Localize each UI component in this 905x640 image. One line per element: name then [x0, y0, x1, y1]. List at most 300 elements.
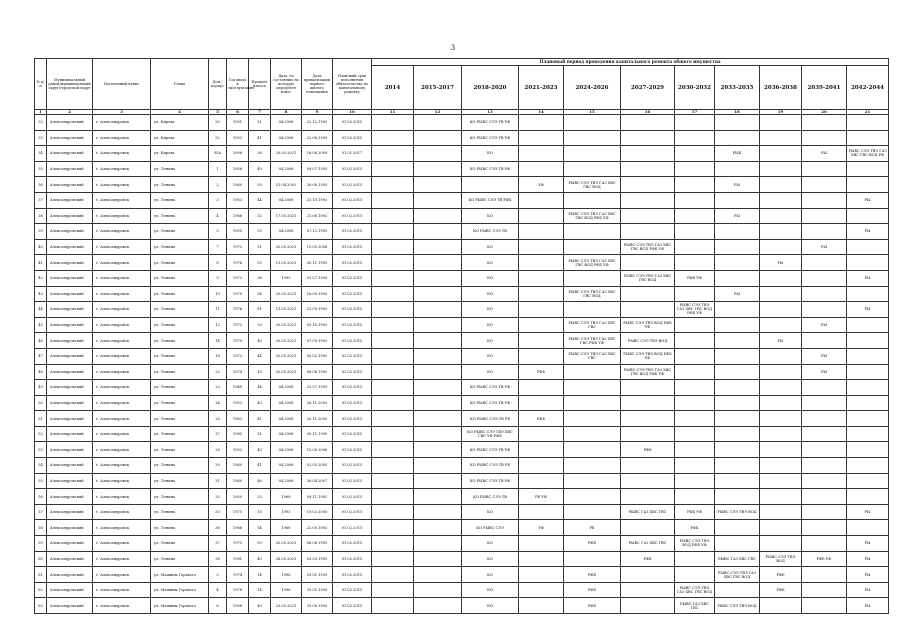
cell-year-built: 1955	[227, 224, 249, 240]
cell-date-privatization: 29.01.1993	[302, 582, 333, 598]
cell-street: ул. Ленина	[151, 348, 209, 364]
column-number: 2	[47, 110, 93, 115]
cell-settlement: г. Александровск	[93, 286, 151, 302]
cell-no: 37	[35, 192, 47, 208]
cell-work-period: РЫВС СЭЭ ТВЭ ВОД	[760, 551, 802, 567]
cell-work-period	[414, 364, 462, 380]
header-year: 2018-2020	[462, 66, 519, 110]
cell-work-period	[372, 442, 414, 458]
header-no: № п/п	[35, 59, 47, 110]
cell-year-built: 1970	[227, 333, 249, 349]
table-row	[35, 255, 889, 271]
cell-work-period	[372, 192, 414, 208]
cell-work-period	[760, 348, 802, 364]
cell-no: 35	[35, 161, 47, 177]
cell-work-period: РЫ	[847, 582, 889, 598]
cell-district: Александровский	[47, 161, 93, 177]
cell-work-period: РЫВС СЭЭ ТВЭ ГАЗ ХВС ГВС ВОД РФ	[847, 146, 889, 162]
cell-house: 2	[209, 567, 227, 583]
cell-work-period: РЫ	[802, 317, 847, 333]
cell-work-period	[372, 380, 414, 396]
cell-work-period	[519, 115, 564, 131]
cell-date-privatization: 15.06.2006	[302, 442, 333, 458]
cell-work-period: РЫ	[802, 364, 847, 380]
cell-date-plan: 01.02.2015	[333, 161, 372, 177]
cell-wear: 14	[249, 567, 271, 583]
cell-work-period	[847, 442, 889, 458]
cell-work-period	[414, 255, 462, 271]
cell-work-period: РЫВС СЭЭ ТВЭ ВОД	[715, 598, 760, 614]
cell-house: 5	[209, 224, 227, 240]
cell-work-period: РЫВС СЭЭ ТВЭ ГАЗ ХВС ГВС ВОД РФБ УФ	[564, 208, 621, 224]
cell-wear: 15	[249, 364, 271, 380]
cell-work-period	[372, 333, 414, 349]
cell-work-period	[621, 520, 675, 536]
cell-work-period	[414, 411, 462, 427]
cell-settlement: г. Александровск	[93, 364, 151, 380]
cell-wear: 51	[249, 115, 271, 131]
cell-no: 56	[35, 489, 47, 505]
cell-work-period: РЫВС СЭЭ ТВЭ ВОД РФБ УФ	[621, 317, 675, 333]
cell-work-period	[760, 224, 802, 240]
cell-work-period	[675, 146, 715, 162]
cell-year-built: 1949	[227, 380, 249, 396]
cell-date-privatization: 19.02.2005	[302, 504, 333, 520]
cell-street: ул. Ленина	[151, 520, 209, 536]
cell-house: 9	[209, 270, 227, 286]
cell-work-period: РФБ	[760, 582, 802, 598]
header-date-plan: Плановый срок исполнения обязательства по капитальному ремонту	[333, 59, 372, 110]
cell-work-period	[675, 442, 715, 458]
cell-work-period	[372, 348, 414, 364]
cell-settlement: г. Александровск	[93, 192, 151, 208]
cell-work-period	[519, 395, 564, 411]
cell-work-period	[372, 270, 414, 286]
cell-street: ул. Ленина	[151, 161, 209, 177]
cell-district: Александровский	[47, 348, 93, 364]
cell-house: 37	[209, 536, 227, 552]
column-number: 15	[564, 110, 621, 115]
cell-work-period	[621, 411, 675, 427]
table-row	[35, 426, 889, 442]
cell-work-period	[372, 520, 414, 536]
cell-year-built: 1975	[227, 504, 249, 520]
cell-house: 55А	[209, 146, 227, 162]
cell-work-period	[760, 115, 802, 131]
table-row	[35, 567, 889, 583]
cell-no: 42	[35, 270, 47, 286]
cell-work-period	[414, 161, 462, 177]
cell-work-period	[519, 161, 564, 177]
cell-work-period	[414, 208, 462, 224]
cell-work-period	[372, 582, 414, 598]
cell-street: ул. Ленина	[151, 473, 209, 489]
cell-work-period: РЫ	[715, 286, 760, 302]
cell-work-period: РЫВС ГАЗ ХВС ГВС	[675, 598, 715, 614]
cell-work-period	[414, 192, 462, 208]
cell-district: Александровский	[47, 224, 93, 240]
header-street: Улица	[151, 59, 209, 110]
cell-work-period	[715, 520, 760, 536]
cell-street: ул. Ленина	[151, 489, 209, 505]
cell-work-period: РЫ	[847, 598, 889, 614]
cell-work-period	[802, 208, 847, 224]
cell-no: 40	[35, 239, 47, 255]
cell-work-period: РЕ	[564, 520, 621, 536]
cell-work-period	[802, 458, 847, 474]
cell-district: Александровский	[47, 130, 93, 146]
cell-district: Александровский	[47, 177, 93, 193]
cell-work-period	[372, 161, 414, 177]
column-number: 20	[802, 110, 847, 115]
cell-district: Александровский	[47, 270, 93, 286]
table-row	[35, 364, 889, 380]
column-number: 9	[302, 110, 333, 115]
cell-work-period	[760, 302, 802, 318]
cell-work-period	[715, 380, 760, 396]
cell-no: 48	[35, 364, 47, 380]
cell-street: ул. Ленина	[151, 192, 209, 208]
cell-work-period	[564, 442, 621, 458]
cell-work-period	[760, 426, 802, 442]
page-number: 3	[450, 44, 456, 52]
cell-wear: 32	[249, 208, 271, 224]
cell-work-period	[372, 255, 414, 271]
cell-work-period	[675, 115, 715, 131]
cell-work-period	[802, 473, 847, 489]
cell-work-period	[802, 567, 847, 583]
cell-street: ул. Кирова	[151, 130, 209, 146]
cell-work-period	[715, 348, 760, 364]
cell-work-period	[519, 504, 564, 520]
cell-work-period	[414, 598, 462, 614]
cell-wear: 44	[249, 192, 271, 208]
cell-work-period	[564, 192, 621, 208]
cell-work-period	[802, 504, 847, 520]
column-number: 18	[715, 110, 760, 115]
cell-date-privatization: 30.11.1992	[302, 255, 333, 271]
cell-work-period	[760, 536, 802, 552]
cell-work-period: РЫВС СЭЭ ТВЭ ГАЗ ХВС ГВС ВОД РФБ УФ	[675, 302, 715, 318]
cell-street: ул. Машины Горького	[151, 582, 209, 598]
cell-work-period	[621, 115, 675, 131]
table-row	[35, 302, 889, 318]
cell-street: ул. Ленина	[151, 364, 209, 380]
cell-work-period	[414, 489, 462, 505]
cell-work-period	[621, 255, 675, 271]
table-row	[35, 192, 889, 208]
cell-work-period: КО	[462, 255, 519, 271]
cell-work-period: РЫБ	[715, 146, 760, 162]
cell-work-period	[414, 426, 462, 442]
cell-date-privatization: 09.07.1993	[302, 161, 333, 177]
cell-house: 8	[209, 255, 227, 271]
cell-no: 33	[35, 130, 47, 146]
cell-date-first-need: 20.05.2021	[271, 146, 302, 162]
cell-work-period	[675, 177, 715, 193]
cell-work-period: КО	[462, 239, 519, 255]
cell-work-period	[621, 598, 675, 614]
cell-year-built: 1966	[227, 520, 249, 536]
cell-work-period	[564, 426, 621, 442]
cell-work-period	[802, 130, 847, 146]
cell-work-period	[760, 504, 802, 520]
cell-work-period	[675, 208, 715, 224]
cell-house: 4	[209, 208, 227, 224]
cell-date-privatization: 07.12.1992	[302, 224, 333, 240]
cell-work-period: КО РЫВС СЭЭ ТВ УФ	[462, 473, 519, 489]
cell-work-period	[414, 473, 462, 489]
cell-settlement: г. Александровск	[93, 161, 151, 177]
cell-work-period	[414, 130, 462, 146]
cell-date-privatization: 20.11.1995	[302, 426, 333, 442]
cell-work-period	[802, 426, 847, 442]
cell-wear: 51	[249, 239, 271, 255]
cell-date-privatization: 10.05.2006	[302, 239, 333, 255]
cell-work-period	[564, 270, 621, 286]
cell-settlement: г. Александровск	[93, 395, 151, 411]
cell-work-period	[802, 598, 847, 614]
cell-settlement: г. Александровск	[93, 348, 151, 364]
cell-work-period	[372, 177, 414, 193]
cell-work-period	[675, 380, 715, 396]
cell-date-first-need: 23.05.2021	[271, 598, 302, 614]
cell-house: 7	[209, 239, 227, 255]
cell-work-period	[519, 224, 564, 240]
cell-year-built: 1974	[227, 364, 249, 380]
cell-date-first-need: 04.2008	[271, 161, 302, 177]
cell-date-first-need: 20.05.2021	[271, 364, 302, 380]
table-row	[35, 146, 889, 162]
cell-work-period	[414, 286, 462, 302]
cell-work-period: КО	[462, 208, 519, 224]
cell-work-period	[715, 426, 760, 442]
cell-year-built: 1966	[227, 208, 249, 224]
cell-wear: 41	[249, 458, 271, 474]
cell-work-period	[760, 395, 802, 411]
cell-work-period	[621, 192, 675, 208]
cell-wear: 54	[249, 520, 271, 536]
cell-settlement: г. Александровск	[93, 208, 151, 224]
cell-work-period	[715, 442, 760, 458]
table-row	[35, 520, 889, 536]
cell-work-period: РФБ	[564, 582, 621, 598]
cell-work-period	[372, 504, 414, 520]
cell-work-period: РЫ	[847, 504, 889, 520]
cell-work-period	[675, 395, 715, 411]
header-plan-period: Плановый период проведения капитального ремонта общего имущества	[372, 59, 889, 66]
cell-district: Александровский	[47, 317, 93, 333]
cell-wear: 52	[249, 489, 271, 505]
cell-work-period: КО РЫВС СЭЭ ТВ РЕ	[462, 411, 519, 427]
cell-work-period: РЫ	[802, 239, 847, 255]
cell-wear: 49	[249, 161, 271, 177]
header-year: 2042-2044	[847, 66, 889, 110]
cell-date-privatization: 02.05.2005	[302, 458, 333, 474]
cell-district: Александровский	[47, 458, 93, 474]
cell-district: Александровский	[47, 504, 93, 520]
cell-date-plan: 01.02.2015	[333, 239, 372, 255]
cell-work-period	[760, 239, 802, 255]
cell-house: 11	[209, 302, 227, 318]
cell-work-period	[621, 302, 675, 318]
cell-work-period	[564, 458, 621, 474]
cell-date-privatization: 26.04.2007	[302, 473, 333, 489]
header-year-built: Год ввода в эксплуатацию	[227, 59, 249, 110]
cell-work-period: РЫВС СЭЭ ТВЭ ГАЗ ХВС ГВС ВОД	[564, 177, 621, 193]
cell-wear: 44	[249, 380, 271, 396]
cell-settlement: г. Александровск	[93, 239, 151, 255]
cell-date-plan: 01.02.2015	[333, 380, 372, 396]
header-date-first-need: Дата, по состоянию на которую определен износ	[271, 59, 302, 110]
cell-date-plan: 01.02.2015	[333, 364, 372, 380]
cell-house: 6	[209, 598, 227, 614]
cell-no: 50	[35, 395, 47, 411]
cell-work-period	[564, 473, 621, 489]
table-row	[35, 473, 889, 489]
cell-work-period	[414, 395, 462, 411]
cell-settlement: г. Александровск	[93, 458, 151, 474]
cell-work-period	[675, 411, 715, 427]
cell-work-period	[847, 426, 889, 442]
cell-work-period	[372, 302, 414, 318]
cell-work-period	[564, 380, 621, 396]
cell-date-privatization: 03.03.1992	[302, 551, 333, 567]
cell-work-period	[675, 286, 715, 302]
cell-settlement: г. Александровск	[93, 317, 151, 333]
cell-date-first-need: 21.04.2002	[271, 177, 302, 193]
table-row	[35, 411, 889, 427]
cell-work-period	[802, 411, 847, 427]
cell-work-period	[675, 333, 715, 349]
cell-work-period	[519, 317, 564, 333]
cell-work-period	[802, 270, 847, 286]
column-number: 7	[249, 110, 271, 115]
cell-work-period	[760, 380, 802, 396]
cell-work-period	[519, 333, 564, 349]
cell-work-period	[847, 380, 889, 396]
cell-district: Александровский	[47, 115, 93, 131]
cell-work-period	[760, 286, 802, 302]
cell-year-built: 1959	[227, 489, 249, 505]
cell-work-period	[372, 489, 414, 505]
column-number: 12	[414, 110, 462, 115]
cell-work-period	[414, 536, 462, 552]
cell-date-first-need: 1996	[271, 567, 302, 583]
cell-work-period	[715, 302, 760, 318]
cell-work-period: КО РЫВС СЭЭ ТВ УФ	[462, 380, 519, 396]
cell-year-built: 1972	[227, 270, 249, 286]
cell-date-plan: 01.02.2015	[333, 348, 372, 364]
cell-work-period: УФ	[519, 520, 564, 536]
cell-settlement: г. Александровск	[93, 411, 151, 427]
cell-work-period	[414, 348, 462, 364]
cell-settlement: г. Александровск	[93, 489, 151, 505]
cell-work-period	[802, 520, 847, 536]
cell-year-built: 2006	[227, 146, 249, 162]
cell-no: 45	[35, 317, 47, 333]
cell-wear: 43	[249, 442, 271, 458]
cell-work-period: РФБ УФ	[675, 504, 715, 520]
table-row	[35, 536, 889, 552]
cell-work-period	[847, 239, 889, 255]
cell-date-first-need: 20.05.2021	[271, 317, 302, 333]
cell-work-period	[414, 317, 462, 333]
cell-work-period	[519, 302, 564, 318]
header-settlement: Населенный пункт	[93, 59, 151, 110]
cell-work-period	[414, 380, 462, 396]
cell-work-period	[564, 395, 621, 411]
cell-date-first-need: 28.05.2021	[271, 551, 302, 567]
cell-wear: 28	[249, 146, 271, 162]
cell-house: 2	[209, 177, 227, 193]
cell-work-period	[715, 239, 760, 255]
cell-work-period: РЫВС ГАЗ ХВС ГВС	[621, 504, 675, 520]
cell-work-period	[564, 130, 621, 146]
table-row	[35, 286, 889, 302]
cell-work-period	[372, 115, 414, 131]
cell-settlement: г. Александровск	[93, 255, 151, 271]
table-row	[35, 317, 889, 333]
table-row	[35, 551, 889, 567]
cell-work-period: РЫ	[802, 146, 847, 162]
cell-street: ул. Ленина	[151, 177, 209, 193]
cell-work-period	[715, 270, 760, 286]
cell-work-period	[564, 115, 621, 131]
cell-work-period: РЫ	[847, 551, 889, 567]
cell-work-period	[802, 582, 847, 598]
cell-settlement: г. Александровск	[93, 302, 151, 318]
cell-work-period	[621, 161, 675, 177]
cell-wear: 14	[249, 582, 271, 598]
cell-work-period	[715, 115, 760, 131]
cell-work-period	[802, 224, 847, 240]
cell-date-first-need: 13.05.2021	[271, 255, 302, 271]
cell-work-period	[621, 395, 675, 411]
cell-year-built: 1951	[227, 115, 249, 131]
cell-work-period: КО	[462, 286, 519, 302]
cell-work-period: КО РЫВС СЭЭ ТВ УФ	[462, 115, 519, 131]
cell-date-first-need: 20.05.2021	[271, 286, 302, 302]
cell-date-privatization: 16.09.1992	[302, 286, 333, 302]
cell-district: Александровский	[47, 426, 93, 442]
cell-date-first-need: 20.05.2021	[271, 333, 302, 349]
cell-work-period	[372, 426, 414, 442]
cell-work-period	[675, 426, 715, 442]
cell-work-period	[519, 130, 564, 146]
cell-house: 1	[209, 161, 227, 177]
cell-work-period	[760, 161, 802, 177]
cell-no: 59	[35, 536, 47, 552]
cell-street: ул. Ленина	[151, 395, 209, 411]
cell-date-plan: 01.02.2015	[333, 473, 372, 489]
cell-work-period	[372, 364, 414, 380]
cell-work-period	[802, 286, 847, 302]
cell-work-period	[760, 130, 802, 146]
cell-work-period	[372, 551, 414, 567]
cell-no: 60	[35, 551, 47, 567]
column-number: 10	[333, 110, 372, 115]
header-year: 2033-2035	[715, 66, 760, 110]
cell-work-period	[675, 192, 715, 208]
cell-year-built: 1985	[227, 426, 249, 442]
cell-date-privatization: 22.09.1992	[302, 520, 333, 536]
cell-date-first-need: 04.2008	[271, 473, 302, 489]
cell-house: 14	[209, 333, 227, 349]
cell-work-period: РЫ	[847, 192, 889, 208]
cell-house: 10	[209, 286, 227, 302]
cell-date-plan: 01.02.2015	[333, 582, 372, 598]
